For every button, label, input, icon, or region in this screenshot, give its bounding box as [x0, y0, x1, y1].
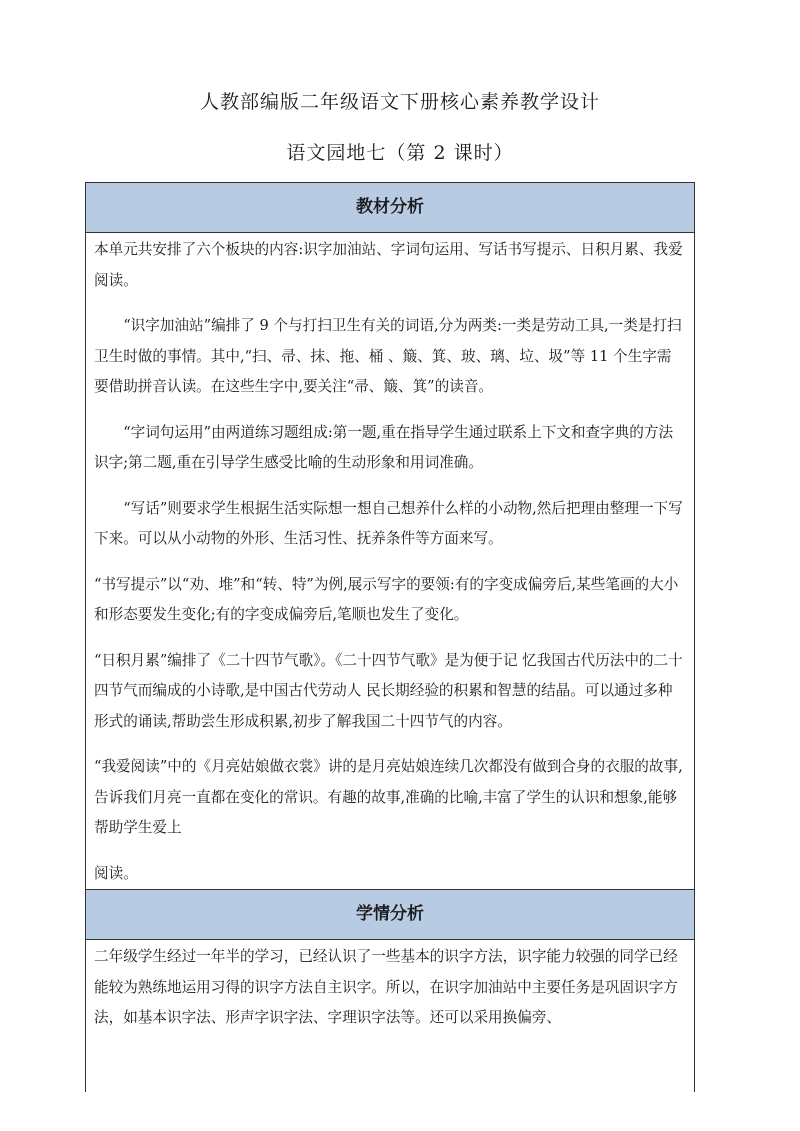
learner-analysis-cell: [86, 940, 694, 1092]
lesson-design-table: [85, 182, 695, 1092]
paragraph: “书写提示”以“劝、堆”和“转、特”为例,展示写字的要领:有的字变成偏旁后,某些笔画的大小和形态要发生变化;有的字变成偏旁后,笔顺也发生了变化。: [94, 575, 679, 623]
document-title: 人教部编版二年级语文下册核心素养教学设计: [199, 91, 600, 113]
paragraph: “字词句运用”由两道练习题组成:第一题,重在指导学生通过联系上下文和查字典的方法识字;第二题,重在引导学生感受比喻的生动形象和用词准确。: [94, 423, 674, 471]
document-subtitle: 语文园地七（第 2 课时）: [286, 142, 514, 164]
section-heading-textbook-analysis: 教材分析: [86, 183, 694, 233]
paragraph: “我爱阅读”中的《月亮姑娘做衣裳》讲的是月亮姑娘连续几次都没有做到合身的衣服的故事,告诉我们月亮一直都在变化的常识。有趣的故事,准确的比喻,丰富了学生的认识和想象,能够帮助学生爱上: [94, 758, 683, 836]
paragraph: “写话”则要求学生根据生活实际想一想自己想养什么样的小动物,然后把理由整理一下写下来。可以从小动物的外形、生活习性、抚养条件等方面来写。: [94, 499, 683, 547]
paragraph: “日积月累”编排了《二十四节气歌》。《二十四节气歌》是为便于记 忆我国古代历法中的二十四节气而编成的小诗歌,是中国古代劳动人 民长期经验的积累和智慧的结晶。可以通过多种形式的诵读,帮助尝生形成积累,初步了解我国二十四节气的内容。: [94, 651, 683, 730]
paragraph: 阅读。: [94, 864, 138, 882]
section-heading-learner-analysis: 学情分析: [86, 890, 694, 940]
paragraph: “识字加油站”编排了 9 个与打扫卫生有关的词语,分为两类:一类是劳动工具,一类是打扫卫生时做的事情。其中,“扫、帚、抹、拖、桶 、簸、箕、玻、璃、垃、圾”等 11 个生字需要借助拼音认读。在这些生字中,要关注“帚、簸、箕”的读音。: [94, 317, 682, 395]
paragraph: 二年级学生经过一年半的学习，已经认识了一些基本的识字方法，识字能力较强的同学已经能较为熟练地运用习得的识字方法自主识字。所以，在识字加油站中主要任务是巩固识字方法，如基本识字法、形声字识字法、字理识字法等。还可以采用换偏旁、: [94, 948, 678, 1026]
textbook-analysis-cell: [86, 233, 694, 890]
paragraph: 本单元共安排了六个板块的内容:识字加油站、字词句运用、写话书写提示、日积月累、我爱阅读。: [94, 241, 683, 289]
